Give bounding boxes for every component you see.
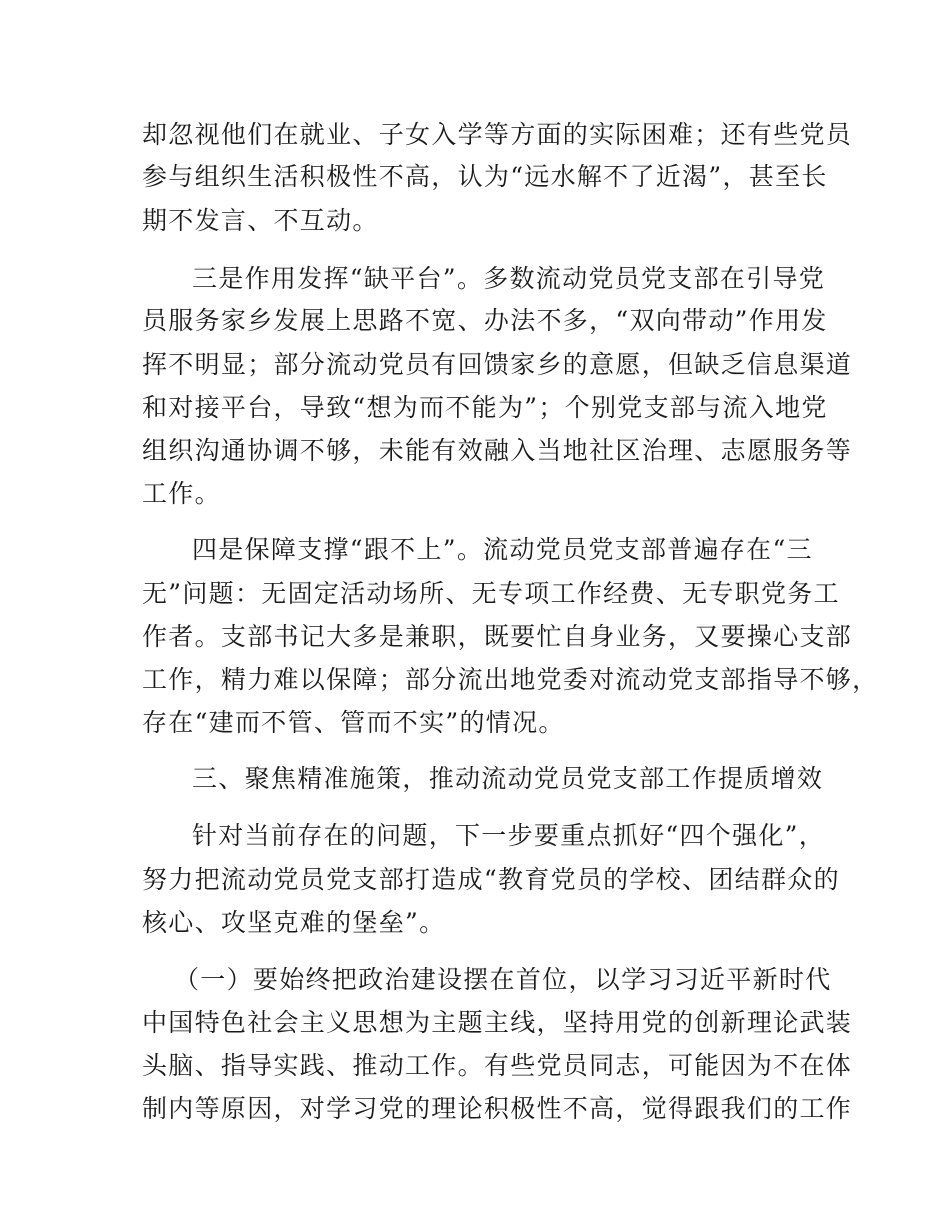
paragraph-3-line-4: 工作，精力难以保障；部分流出地党委对流动党支部指导不够， [142,665,879,694]
paragraph-3-line-1: 四是保障支撑“跟不上”。流动党员党支部普遍存在“三 [192,535,813,564]
paragraph-1-line-1: 却忽视他们在就业、子女入学等方面的实际困难；还有些党员 [142,120,853,149]
paragraph-5-line-1: （一）要始终把政治建设摆在首位，以学习习近平新时代 [174,965,832,994]
section-heading-3: 三、聚焦精准施策，推动流动党员党支部工作提质增效 [192,764,824,793]
paragraph-2-line-1: 三是作用发挥“缺平台”。多数流动党员党支部在引导党 [192,264,826,293]
paragraph-3-line-5: 存在“建而不管、管而不实”的情况。 [142,708,565,737]
paragraph-3-line-3: 作者。支部书记大多是兼职，既要忙自身业务，又要操心支部 [142,622,853,651]
paragraph-2-line-4: 和对接平台，导致“想为而不能为”；个别党支部与流入地党 [142,393,828,422]
paragraph-2-line-3: 挥不明显；部分流动党员有回馈家乡的意愿，但缺乏信息渠道 [142,350,853,379]
paragraph-3-line-2: 无”问题：无固定活动场所、无专项工作经费、无专职党务工 [142,579,840,608]
paragraph-2-line-5: 组织沟通协调不够，未能有效融入当地社区治理、志愿服务等 [142,436,853,465]
paragraph-4-line-1: 针对当前存在的问题，下一步要重点抓好“四个强化”， [192,821,826,850]
paragraph-4-line-3: 核心、攻坚克难的堡垒”。 [142,908,446,937]
paragraph-2-line-6: 工作。 [142,479,221,508]
paragraph-5-line-4: 制内等原因，对学习党的理论积极性不高，觉得跟我们的工作 [142,1094,853,1123]
paragraph-4-line-2: 努力把流动党员党支部打造成“教育党员的学校、团结群众的 [142,865,840,894]
paragraph-5-line-2: 中国特色社会主义思想为主题主线，坚持用党的创新理论武装 [142,1008,853,1037]
paragraph-2-line-2: 员服务家乡发展上思路不宽、办法不多，“双向带动”作用发 [142,306,828,335]
paragraph-1-line-3: 期不发言、不互动。 [142,206,379,235]
paragraph-5-line-3: 头脑、指导实践、推动工作。有些党员同志，可能因为不在体 [142,1051,853,1080]
paragraph-1-line-2: 参与组织生活积极性不高，认为“远水解不了近渴”，甚至长 [142,162,828,191]
